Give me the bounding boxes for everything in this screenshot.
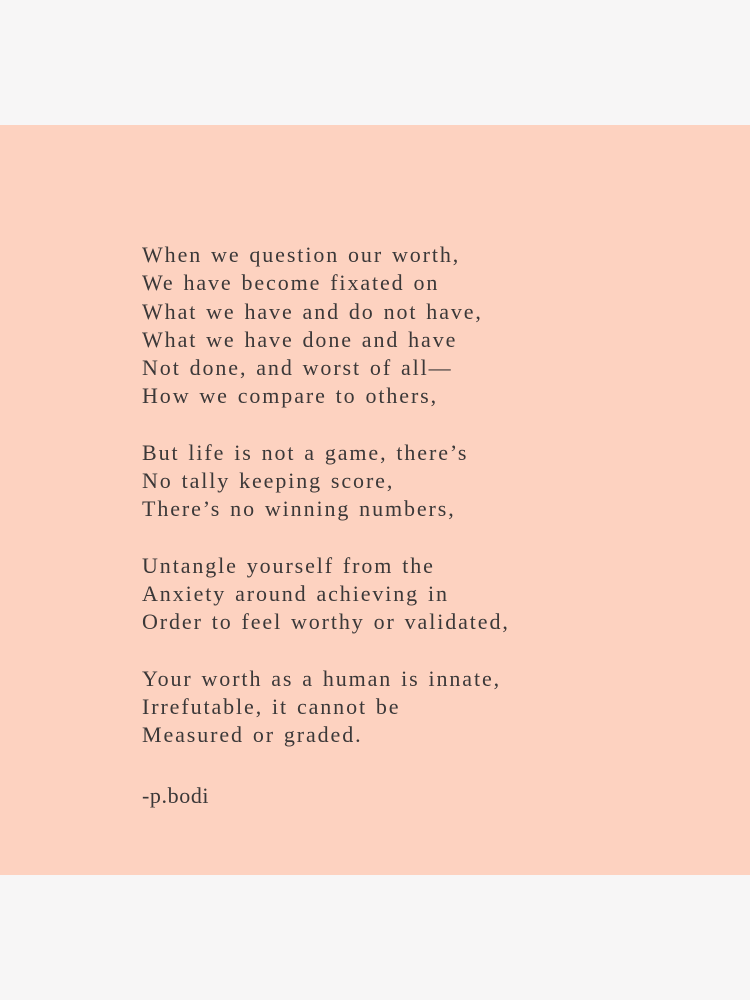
poem-text bbox=[142, 241, 510, 839]
poem-stanza-3 bbox=[142, 552, 510, 637]
poem-line: There’s no winning numbers, bbox=[142, 496, 456, 522]
poem-line: Untangle yourself from the bbox=[142, 552, 435, 578]
poem-line: How we compare to others, bbox=[142, 383, 439, 409]
poem-line: Your worth as a human is innate, bbox=[142, 665, 502, 691]
poem-stanza-4 bbox=[142, 665, 510, 750]
quote-card bbox=[0, 125, 750, 875]
poem-line: No tally keeping score, bbox=[142, 468, 395, 494]
poem-line: But life is not a game, there’s bbox=[142, 439, 469, 465]
poem-stanza-1 bbox=[142, 241, 510, 411]
poem-line: Order to feel worthy or validated, bbox=[142, 609, 510, 635]
poem-line: When we question our worth, bbox=[142, 242, 461, 267]
poem-line: Anxiety around achieving in bbox=[142, 580, 449, 606]
poem-stanza-2 bbox=[142, 439, 510, 524]
poem-line: What we have done and have bbox=[142, 326, 458, 352]
poem-line: Irrefutable, it cannot be bbox=[142, 693, 401, 719]
poem-line: Measured or graded. bbox=[142, 722, 363, 748]
poem-line: We have become fixated on bbox=[142, 270, 440, 296]
poem-line: Not done, and worst of all— bbox=[142, 355, 453, 381]
poem-line: What we have and do not have, bbox=[142, 298, 483, 324]
poem-signature: -p.bodi bbox=[142, 783, 210, 809]
